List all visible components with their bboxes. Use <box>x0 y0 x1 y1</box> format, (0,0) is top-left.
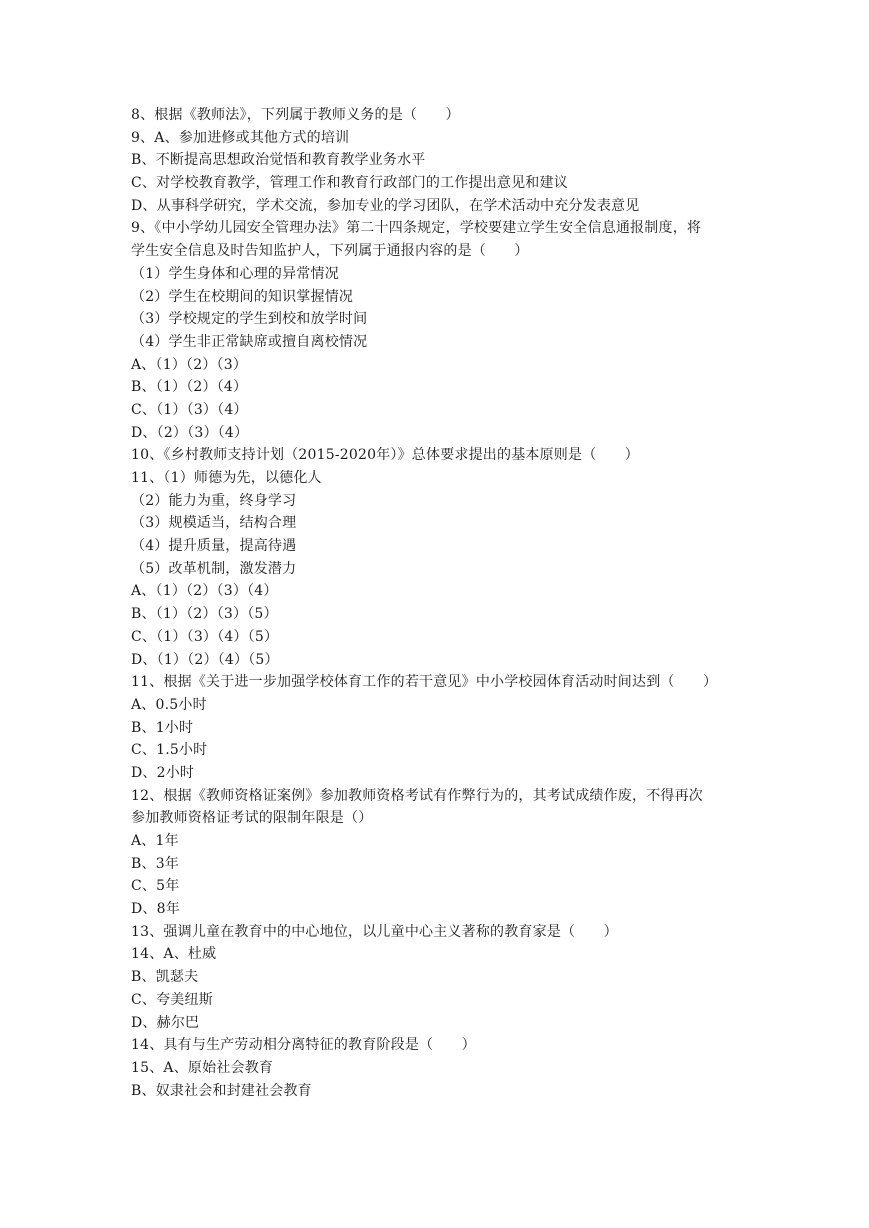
question-10-item-3: （3）规模适当，结构合理 <box>131 515 297 532</box>
question-8-option-a: 9、A、参加进修或其他方式的培训 <box>131 129 350 146</box>
question-9-item-4: （4）学生非正常缺席或擅自离校情况 <box>131 333 368 350</box>
question-11-option-c: C、1.5小时 <box>131 742 208 759</box>
question-11-option-b: B、1小时 <box>131 719 194 736</box>
question-10-option-a: A、（1）（2）（3）（4） <box>131 583 278 600</box>
question-14-stem: 14、具有与生产劳动相分离特征的教育阶段是（ ） <box>131 1037 476 1054</box>
question-12-option-b: B、3年 <box>131 855 179 872</box>
question-13-stem: 13、强调儿童在教育中的中心地位，以儿童中心主义著称的教育家是（ ） <box>131 923 618 940</box>
question-11-stem: 11、根据《关于进一步加强学校体育工作的若干意见》中小学校园体育活动时间达到（ ） <box>131 674 718 691</box>
question-8-option-c: C、对学校教育教学，管理工作和教育行政部门的工作提出意见和建议 <box>131 175 568 192</box>
question-9-item-1: （1）学生身体和心理的异常情况 <box>131 265 339 282</box>
question-9-item-3: （3）学校规定的学生到校和放学时间 <box>131 311 368 328</box>
question-10-item-1: 11、（1）师德为先，以德化人 <box>131 470 322 486</box>
question-12-option-d: D、8年 <box>131 901 180 918</box>
question-9-item-2: （2）学生在校期间的知识掌握情况 <box>131 288 354 305</box>
question-12-option-c: C、5年 <box>131 878 180 895</box>
question-10-option-c: C、（1）（3）（4）（5） <box>131 628 279 645</box>
question-10-item-5: （5）改革机制，激发潜力 <box>131 560 297 577</box>
question-13-option-d: D、赫尔巴 <box>131 1014 200 1031</box>
question-14-option-a: 15、A、原始社会教育 <box>131 1059 274 1076</box>
question-13-option-b: B、凯瑟夫 <box>131 969 199 986</box>
question-10-option-b: B、（1）（2）（3）（5） <box>131 606 278 623</box>
question-8-stem: 8、根据《教师法》，下列属于教师义务的是（ ） <box>131 107 460 123</box>
question-9-option-d: D、（2）（3）（4） <box>131 424 249 441</box>
question-10-option-d: D、（1）（2）（4）（5） <box>131 651 279 668</box>
question-9-stem: 9、《中小学幼儿园安全管理办法》第二十四条规定，学校要建立学生安全信息通报制度，将 <box>131 220 702 237</box>
question-12-stem-continued: 参加教师资格证考试的限制年限是（） <box>131 810 373 827</box>
question-12-option-a: A、1年 <box>131 833 179 849</box>
question-13-option-c: C、夸美纽斯 <box>131 991 213 1008</box>
question-13-option-a: 14、A、杜威 <box>131 946 217 963</box>
question-10-item-4: （4）提升质量，提高待遇 <box>131 538 297 555</box>
document-body <box>131 104 751 1102</box>
question-11-option-a: A、0.5小时 <box>131 696 207 713</box>
question-9-option-b: B、（1）（2）（4） <box>131 379 248 396</box>
question-9-option-a: A、（1）（2）（3） <box>131 356 248 373</box>
question-9-stem-continued: 学生安全信息及时告知监护人，下列属于通报内容的是（ ） <box>131 243 529 260</box>
question-8-option-b: B、不断提高思想政治觉悟和教育教学业务水平 <box>131 152 426 169</box>
question-9-option-c: C、（1）（3）（4） <box>131 401 248 418</box>
question-14-option-b: B、奴隶社会和封建社会教育 <box>131 1082 312 1099</box>
question-10-item-2: （2）能力为重，终身学习 <box>131 492 297 509</box>
question-10-stem: 10、《乡村教师支持计划（2015-2020年）》总体要求提出的基本原则是（ ） <box>131 447 640 464</box>
question-8-option-d: D、从事科学研究，学术交流，参加专业的学习团队，在学术活动中充分发表意见 <box>131 197 640 214</box>
question-12-stem: 12、根据《教师资格证案例》参加教师资格考试有作弊行为的，其考试成绩作废，不得再次 <box>131 787 704 804</box>
question-11-option-d: D、2小时 <box>131 764 195 781</box>
